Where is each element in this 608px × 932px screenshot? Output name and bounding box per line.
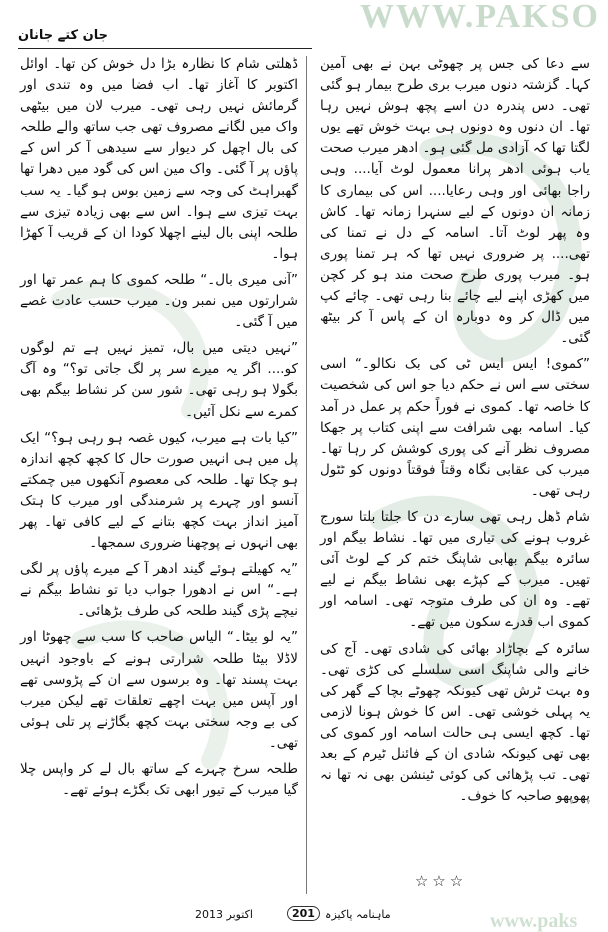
section-break-stars: ☆☆☆ [414,872,468,890]
page-number: 201 [287,906,320,921]
paragraph: ”کیا بات ہے میرب، کیوں غصہ ہو رہی ہو؟“ ایک پل میں ہی انہیں صورت حال کا کچھ کچھ اندازہ ہو چکا تھا۔ طلحہ کی معصوم آنکھوں میں چمکتے آنسو اور چہرے پر شرمندگی اور میرب کا ہتک آمیز انداز بہت کچھ بتانے کے لیے کافی تھا۔ پھر بھی انہوں نے پوچھنا ضروری سمجھا۔ [20,429,298,552]
issue-date: اکتوبر 2013 [195,908,253,921]
paragraph: سے دعا کی جس پر چھوٹی بہن نے بھی آمین کہا۔ گزشتہ دنوں میرب بری طرح بیمار ہو گئی تھی۔ دس پندرہ دن اسے پچھ ہوش نہیں رہا تھا۔ ان دنوں وہ دونوں ہی بہت خوش تھے یوں لگتا تھا کہ آزادی مل گئی ہو۔ ادھر میرب صحت یاب ہوئی ادھر پرانا معمول لوٹ آیا.... وہی راجا بھائی اور وہی رعایا.... اس کی بیماری کا زمانہ ان دونوں کے لیے سنہرا زمانہ تھا۔ کاش وہ پھر لوٹ آتا۔ اسامہ کے دل نے تمنا کی تھی.... پر ضروری نہیں تھا کہ ہر تمنا پوری ہو۔ میرب پوری طرح صحت مند ہو کر کچن میں کھڑی اپنے لیے چائے بنا رہی تھی۔ چائے کپ میں ڈال کر وہ دوبارہ ان کے پاس آ کر بیٹھ گئی۔ [320,56,590,347]
paragraph: سائرہ کے بچاڑاد بھائی کی شادی تھی۔ آج کی خانے والی شاپنگ اسی سلسلے کی کڑی تھی۔ وہ بہت ٹرش تھی کیونکہ چھوٹے بچا کے گھر کی یہ پہلی خوشی تھی۔ اس کا خوش ہونا لازمی تھا۔ کچھ ایسی ہی حالت اسامہ اور کموی کی بھی تھی کیونکہ شادی ان کے فائنل ٹیرم کے بعد تھی۔ تب پڑھائی کی کوئی ٹینشن بھی نہ تھا نہ پھوپھو صاحبہ کا خوف۔ [320,640,590,805]
site-watermark-top: WWW.PAKSO [360,0,600,28]
running-header [20,28,108,50]
column-divider [306,56,307,894]
paragraph: ”کموی! ایس ایس ٹی کی بک نکالو۔“ اسی سختی سے اس نے حکم دیا جو اس کی شخصیت کا خاصہ تھا۔ کموی نے فوراً حکم پر عمل در آمد کیا۔ اسامہ بھی شرافت سے اپنی کتاب پر جھکا مصروف نظر آنے کی پوری کوشش کر رہا تھا۔ میرب کی عقابی نگاہ وقتاً فوقتاً دونوں کو ٹٹول رہی تھی۔ [320,356,590,499]
right-column [320,54,590,812]
paragraph: ڈھلتی شام کا نظارہ بڑا دل خوش کن تھا۔ اوائل اکتوبر کا آغاز تھا۔ اب فضا میں وہ تندی اور گرمائش نہیں رہی تھی۔ میرب لان میں بیٹھی واک میں لگانے مصروف تھی جب ساتھ والے طلحہ کی بال اچھل کر دیوار سے سیدھی آ کر اس کے پاؤں پر آ گئی۔ واک مین اس کی گود میں دھرا تھا گھبراہٹ کی وجہ سے زمین بوس ہو گیا۔ یہ سب بہت تیزی سے ہوا۔ اس سے بھی زیادہ تیزی سے طلحہ اپنی بال لینے اچھلا کودا ان کے قریب آ کھڑا ہوا۔ [20,56,298,262]
left-column [20,54,298,806]
paragraph: ”یہ کھیلتے ہوئے گیند ادھر آ کے میرے پاؤں پر لگی ہے۔“ اس نے ادھورا جواب دیا تو نشاط بیگم نے نیچے پڑی گیند طلحہ کی طرف بڑھائی۔ [20,561,298,620]
paragraph: شام ڈھل رہی تھی سارے دن کا جلتا بلتا سورج غروب ہونے کی تیاری میں تھا۔ نشاط بیگم اور سائرہ بیگم بھابی شاپنگ ختم کر کے لوٹ آئی تھیں۔ میرب کے کپڑے بھی نشاط بیگم نے لیے تھے۔ وہ ان کی طرف متوجہ تھی۔ اسامہ اور کموی اب قدرے سکون میں تھے۔ [320,508,590,631]
paragraph: ”یہ لو بیٹا۔“ الیاس صاحب کا سب سے چھوٹا اور لاڈلا بیٹا طلحہ شرارتی ہونے کے باوجود انہیں بہت پسند تھا۔ وہ برسوں سے ان کے پڑوسی تھے اور آپس میں بہت اچھے تعلقات تھے لیکن میرب کی بے وجہ سختی بہت کچھ بگاڑنے پر تلی ہوئی تھی۔ [20,629,298,751]
novel-title: جان کتے جانان [18,28,108,43]
page-footer [195,906,445,926]
paragraph: ”نہیں دیتی میں بال، تمیز نہیں ہے تم لوگوں کو.... اگر یہ میرے سر پر لگ جاتی تو؟“ وہ آگ بگولا ہو رہی تھی۔ شور سن کر نشاط بیگم بھی کمرے سے نکل آئیں۔ [20,340,298,420]
paragraph: طلحہ سرخ چہرے کے ساتھ بال لے کر واپس چلا گیا میرب کے تیور ابھی تک بگڑے ہوئے تھے۔ [20,761,298,799]
site-watermark-bottom: www.paks [490,910,578,932]
magazine-name: ماہنامہ پاکیزہ [325,908,391,921]
header-rule [18,48,312,49]
paragraph: ”آنی میری بال۔“ طلحہ کموی کا ہم عمر تھا اور شرارتوں میں نمبر ون۔ میرب حسب عادت غصے میں آ گئی۔ [20,271,298,331]
